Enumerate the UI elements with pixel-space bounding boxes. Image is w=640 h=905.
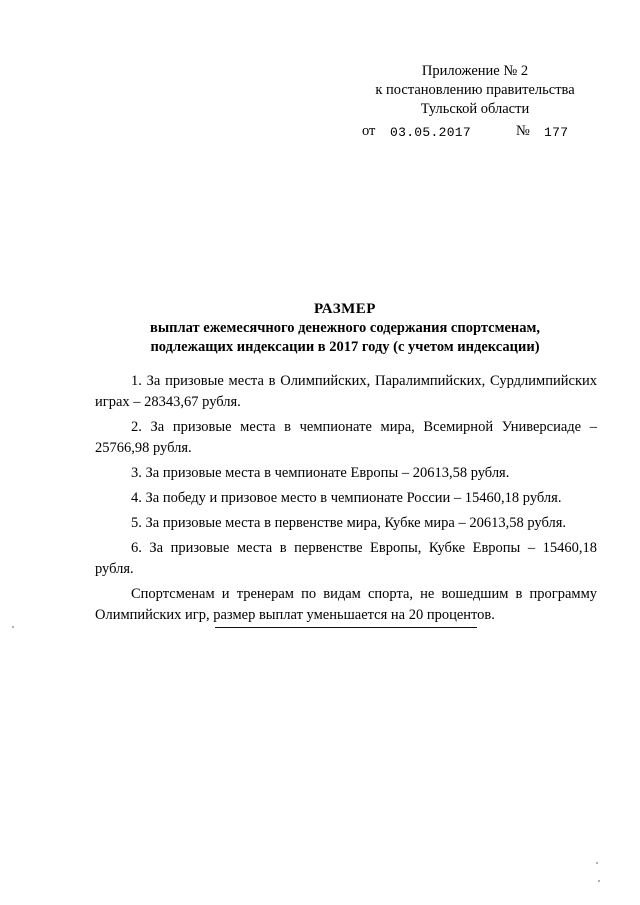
list-item: 6. За призовые места в первенстве Европы, Кубке Европы – 15460,18 рубля.	[95, 540, 597, 577]
annex-decree-line: к постановлению правительства	[375, 82, 575, 98]
list-item: 2. За призовые места в чемпионате мира, Всемирной Универсиаде – 25766,98 рубля.	[95, 419, 597, 456]
scan-speck	[598, 880, 600, 882]
document-heading	[95, 300, 595, 357]
annex-block	[360, 62, 590, 142]
heading-subtitle-line-1: выплат ежемесячного денежного содержания спортсменам,	[150, 320, 540, 336]
list-item: 4. За победу и призовое место в чемпионате России – 15460,18 рубля.	[131, 490, 562, 506]
number-label: №	[516, 123, 530, 139]
scan-speck	[596, 862, 598, 864]
list-item: 5. За призовые места в первенстве мира, Кубке мира – 20613,58 рубля.	[131, 515, 567, 531]
annex-date-number-row	[360, 122, 590, 142]
list-item: 3. За призовые места в чемпионате Европы – 20613,58 рубля.	[131, 465, 510, 481]
date-label: от	[362, 123, 376, 139]
heading-subtitle-line-2: подлежащих индексации в 2017 году (с учетом индексации)	[150, 339, 540, 355]
decree-date: 03.05.2017	[390, 125, 472, 140]
annex-title: Приложение № 2	[421, 63, 529, 79]
note-paragraph: Спортсменам и тренерам по видам спорта, не вошедшим в программу Олимпийских игр, размер выплат уменьшается на 20 процентов.	[95, 586, 597, 623]
closing-divider	[215, 627, 477, 628]
annex-region-line: Тульской области	[420, 101, 530, 117]
scan-speck	[12, 626, 14, 628]
decree-number: 177	[544, 125, 569, 140]
document-body	[95, 371, 597, 630]
list-item: 1. За призовые места в Олимпийских, Паралимпийских, Сурдлимпийских играх – 28343,67 рубля.	[95, 373, 597, 410]
page-title: РАЗМЕР	[314, 301, 376, 317]
